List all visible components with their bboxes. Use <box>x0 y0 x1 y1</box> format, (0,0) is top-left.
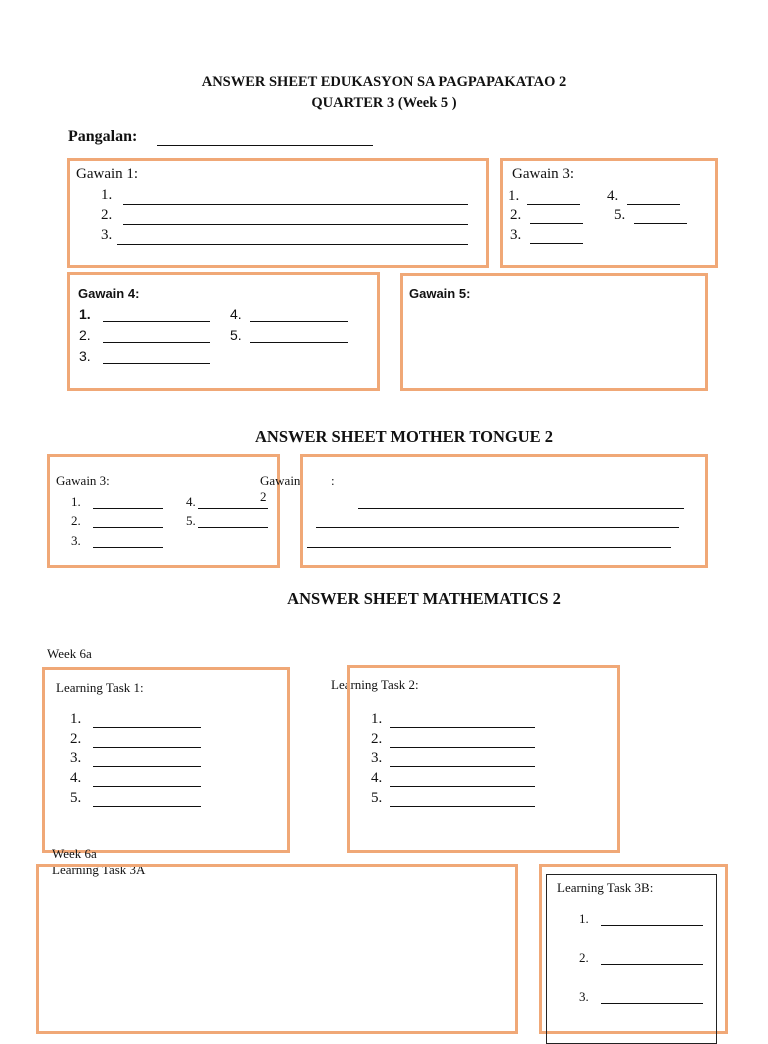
task2-num-4: 4. <box>371 770 383 786</box>
gawain3-num-5: 5. <box>614 207 626 223</box>
task2-num-5: 5. <box>371 790 383 806</box>
task1-answer-2[interactable] <box>93 747 201 748</box>
mt-gawain2-answer-3[interactable] <box>307 547 671 548</box>
task2-answer-2[interactable] <box>390 747 535 748</box>
mt-gawain2-label: Gawain 2 <box>260 473 301 504</box>
gawain4-answer-2[interactable] <box>103 342 210 343</box>
mt-gawain3-answer-5[interactable] <box>198 527 268 528</box>
mt-gawain3-box <box>47 454 301 568</box>
mt-gawain3-label: Gawain 3: <box>56 473 110 488</box>
task1-num-2: 2. <box>70 731 82 747</box>
task3b-answer-3[interactable] <box>601 1003 703 1004</box>
task3b-box <box>539 864 728 1034</box>
mt-gawain3-answer-3[interactable] <box>93 547 163 548</box>
gawain1-answer-2[interactable] <box>123 224 468 225</box>
week-6a-label: Week 6a <box>47 646 92 661</box>
page-title: ANSWER SHEET EDUKASYON SA PAGPAPAKATAO 2 <box>201 74 567 90</box>
gawain1-label: Gawain 1: <box>76 166 139 182</box>
task2-label: Learning Task 2: <box>331 677 419 692</box>
gawain4-num-4: 4. <box>230 306 242 322</box>
gawain1-num-1: 1. <box>101 187 113 203</box>
task2-answer-1[interactable] <box>390 727 535 728</box>
math-title: ANSWER SHEET MATHEMATICS 2 <box>287 589 561 608</box>
gawain1-answer-1[interactable] <box>123 204 468 205</box>
gawain4-num-1: 1. <box>79 306 91 322</box>
gawain3-answer-3[interactable] <box>530 243 583 244</box>
task3b-answer-1[interactable] <box>601 925 703 926</box>
task2-num-2: 2. <box>371 731 383 747</box>
mt-gawain3-answer-4[interactable] <box>198 508 268 509</box>
mt-gawain3-num-3: 3. <box>71 533 81 548</box>
gawain4-answer-3[interactable] <box>103 363 210 364</box>
gawain4-answer-5[interactable] <box>250 342 348 343</box>
mt-gawain3-num-2: 2. <box>71 513 81 528</box>
mt-gawain3-num-5: 5. <box>186 513 196 528</box>
task1-num-5: 5. <box>70 790 82 806</box>
gawain3-answer-2[interactable] <box>530 223 583 224</box>
week-6a-label-2: Week 6a <box>52 846 97 861</box>
task3b-answer-2[interactable] <box>601 964 703 965</box>
task1-answer-5[interactable] <box>93 806 201 807</box>
gawain3-num-2: 2. <box>510 207 522 223</box>
task2-num-1: 1. <box>371 711 383 727</box>
task1-label: Learning Task 1: <box>56 680 144 695</box>
gawain3-num-4: 4. <box>607 188 619 204</box>
gawain4-label: Gawain 4: <box>78 286 140 301</box>
task1-answer-4[interactable] <box>93 786 201 787</box>
task2-answer-4[interactable] <box>390 786 535 787</box>
gawain5-label: Gawain 5: <box>409 286 471 301</box>
mt-gawain3-num-1: 1. <box>71 494 81 509</box>
gawain3-answer-4[interactable] <box>627 204 680 205</box>
task3a-box[interactable] <box>36 864 518 1034</box>
gawain4-num-3: 3. <box>79 348 91 364</box>
task3b-label: Learning Task 3B: <box>557 880 654 895</box>
task2-num-3: 3. <box>371 750 383 766</box>
name-field[interactable] <box>157 145 373 146</box>
task3b-inner-box <box>546 874 717 1044</box>
gawain4-num-2: 2. <box>79 327 91 343</box>
gawain4-num-5: 5. <box>230 327 242 343</box>
task1-answer-3[interactable] <box>93 766 201 767</box>
mother-tongue-title: ANSWER SHEET MOTHER TONGUE 2 <box>255 427 553 446</box>
gawain4-answer-4[interactable] <box>250 321 348 322</box>
mt-gawain3-num-4: 4. <box>186 494 196 509</box>
task1-num-3: 3. <box>70 750 82 766</box>
gawain3-num-3: 3. <box>510 227 522 243</box>
gawain5-box[interactable] <box>400 273 708 391</box>
task2-box <box>347 665 620 853</box>
task2-answer-5[interactable] <box>390 806 535 807</box>
mt-gawain2-answer-2[interactable] <box>316 527 679 528</box>
gawain1-num-2: 2. <box>101 207 113 223</box>
gawain3-num-1: 1. <box>508 188 520 204</box>
task3b-num-3: 3. <box>579 989 589 1004</box>
gawain4-box <box>67 272 380 391</box>
task3b-num-1: 1. <box>579 911 589 926</box>
task1-box <box>42 667 290 853</box>
task1-num-4: 4. <box>70 770 82 786</box>
task3a-label: Learning Task 3A <box>52 862 146 877</box>
gawain1-num-3: 3. <box>101 227 113 243</box>
mt-gawain2-answer-1[interactable] <box>358 508 684 509</box>
gawain1-answer-3[interactable] <box>117 244 468 245</box>
task1-num-1: 1. <box>70 711 82 727</box>
task2-answer-3[interactable] <box>390 766 535 767</box>
mt-gawain3-answer-2[interactable] <box>93 527 163 528</box>
task3b-num-2: 2. <box>579 950 589 965</box>
page-subtitle: QUARTER 3 (Week 5 ) <box>311 95 457 111</box>
task1-answer-1[interactable] <box>93 727 201 728</box>
mt-gawain2-colon: : <box>331 473 335 488</box>
gawain4-answer-1[interactable] <box>103 321 210 322</box>
gawain3-box <box>500 158 718 268</box>
gawain3-answer-1[interactable] <box>527 204 580 205</box>
gawain1-box <box>67 158 489 268</box>
mt-gawain2-box <box>300 454 708 568</box>
gawain3-answer-5[interactable] <box>634 223 687 224</box>
name-label: Pangalan: <box>68 128 138 145</box>
mt-gawain3-answer-1[interactable] <box>93 508 163 509</box>
gawain3-label: Gawain 3: <box>512 166 575 182</box>
